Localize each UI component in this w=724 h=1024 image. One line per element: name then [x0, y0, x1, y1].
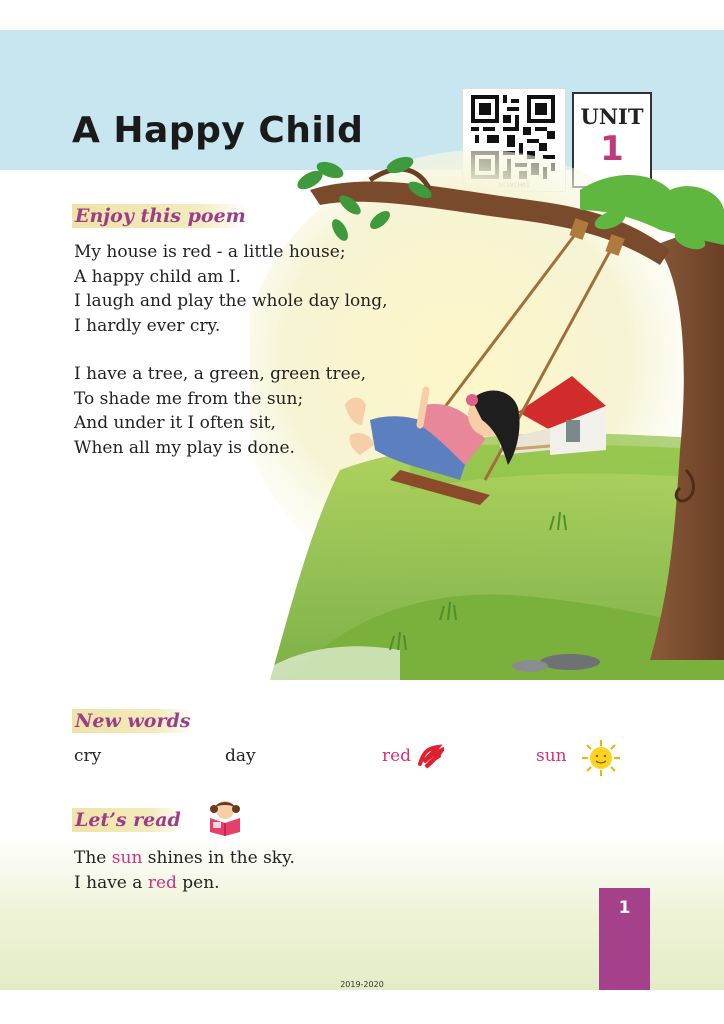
- poem-line: I have a tree, a green, green tree,: [74, 364, 367, 384]
- highlight-red: red: [147, 873, 177, 893]
- highlight-sun: sun: [111, 848, 143, 868]
- poem: [74, 240, 434, 484]
- year-footer: 2019-2020: [340, 980, 384, 989]
- poem-line: My house is red - a little house;: [74, 242, 346, 262]
- new-word-red: red: [382, 746, 412, 766]
- read-text: The: [74, 848, 112, 868]
- read-line-2: [74, 871, 295, 896]
- new-word-sun: sun: [536, 746, 567, 766]
- poem-line: A happy child am I.: [74, 266, 241, 287]
- new-word-day: day: [225, 746, 256, 766]
- child-reading-icon: [204, 798, 246, 836]
- new-word-cry: cry: [74, 746, 102, 766]
- read-text: pen.: [176, 873, 220, 893]
- new-words-heading: New words: [72, 709, 193, 733]
- read-text: I have a: [74, 873, 148, 893]
- unit-number: 1: [600, 129, 624, 169]
- lets-read-heading: Let’s read: [72, 808, 184, 832]
- sun-icon: [578, 738, 624, 778]
- poem-line: To shade me from the sun;: [74, 388, 304, 409]
- read-text: shines in the sky.: [142, 848, 295, 868]
- red-scribble-icon: [416, 744, 444, 770]
- poem-stanza-1: [74, 240, 434, 338]
- poem-stanza-2: [74, 362, 434, 460]
- poem-line: When all my play is done.: [74, 437, 295, 458]
- poem-line: I laugh and play the whole day long,: [74, 291, 388, 311]
- poem-heading: Enjoy this poem: [72, 204, 249, 228]
- poem-line: And under it I often sit,: [74, 413, 276, 433]
- poem-line: I hardly ever cry.: [74, 315, 221, 336]
- page-number-tab: [599, 888, 650, 990]
- lets-read-text: [74, 846, 295, 896]
- page-number: 1: [618, 898, 631, 918]
- page-title: A Happy Child: [72, 110, 364, 151]
- unit-label: UNIT: [580, 104, 644, 129]
- read-line-1: [74, 846, 295, 871]
